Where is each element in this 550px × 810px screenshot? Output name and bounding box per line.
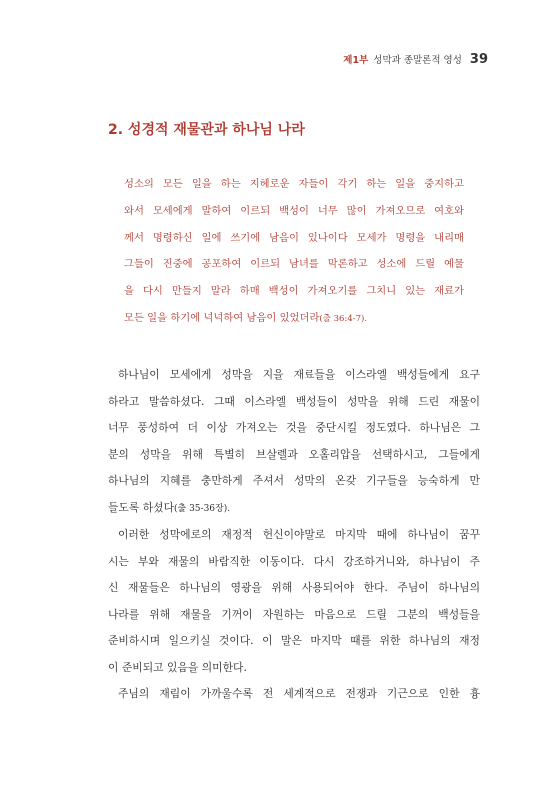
- quote-line: 께서 명령하신 일에 쓰기에 남음이 있나이다 모세가 명령을 내리매: [124, 231, 464, 244]
- body-line-last: [108, 495, 480, 523]
- body-line: 시는 부와 재물의 바람직한 이동이다. 다시 강조하거니와, 하나님이 주: [108, 554, 480, 568]
- page-number: 39: [469, 52, 488, 67]
- quote-line: 을 다시 만들지 말라 하매 백성이 가져오기를 그치니 있는 재료가: [124, 285, 464, 298]
- body-line: 준비하시며 일으키실 것이다. 이 말은 마지막 때를 위한 하나님의 재정: [108, 634, 480, 647]
- body-line: 하나님의 지혜를 충만하게 주셔서 성막의 온갖 기구들을 능숙하게 만: [108, 474, 480, 487]
- body-text: [108, 362, 480, 708]
- quote-line-last: [124, 305, 464, 333]
- body-line: 하나님이 모세에게 성막을 지을 재료들을 이스라엘 백성들에게 요구: [118, 368, 480, 381]
- body-line-text: 들도록 하셨다: [108, 500, 175, 514]
- paragraph-reference: (출 35-36장).: [174, 503, 231, 514]
- quote-line: 성소의 모든 일을 하는 지혜로운 자들이 각기 하는 일을 중지하고: [124, 178, 464, 190]
- section-title: 2. 성경적 재물관과 하나님 나라: [108, 122, 305, 138]
- scripture-quote: [124, 171, 464, 333]
- quote-line: 와서 모세에게 말하여 이르되 백성이 너무 많이 가져오므로 여호와: [124, 204, 464, 217]
- quote-line: 그들이 진중에 공포하여 이르되 남녀를 막론하고 성소에 드릴 예물: [124, 258, 464, 271]
- body-line: 분의 성막을 위해 특별히 브살렐과 오홀리압을 선택하시고, 그들에게: [108, 447, 480, 461]
- part-label: 제1부: [343, 55, 369, 66]
- paragraph-3: [108, 681, 480, 708]
- body-line: 주님의 재림이 가까울수록 전 세계적으로 전쟁과 기근으로 인한 흉: [118, 687, 480, 700]
- body-line: 이러한 성막에로의 재정적 헌신이야말로 마지막 때에 하나님이 꿈꾸: [118, 528, 480, 541]
- book-title: 성막과 종말론적 영성: [373, 55, 462, 66]
- quote-reference: (출 36:4-7).: [319, 313, 368, 324]
- running-header: [343, 52, 488, 67]
- body-line-last: 이 준비되고 있음을 의미한다.: [108, 660, 247, 674]
- body-line: 신 재물들은 하나님의 영광을 위해 사용되어야 한다. 주님이 하나님의: [108, 581, 480, 594]
- body-line: 너무 풍성하여 더 이상 가져오는 것을 중단시킬 정도였다. 하나님은 그: [108, 421, 480, 434]
- paragraph-2: [108, 522, 480, 681]
- paragraph-1: [108, 362, 480, 522]
- quote-line-text: 모든 일을 하기에 넉넉하여 남음이 있었더라: [124, 311, 320, 324]
- body-line: 나라를 위해 재물을 기꺼이 자원하는 마음으로 드릴 그분의 백성들을: [108, 607, 480, 621]
- body-line: 하라고 말씀하셨다. 그때 이스라엘 백성들이 성막을 위해 드린 재물이: [108, 394, 480, 408]
